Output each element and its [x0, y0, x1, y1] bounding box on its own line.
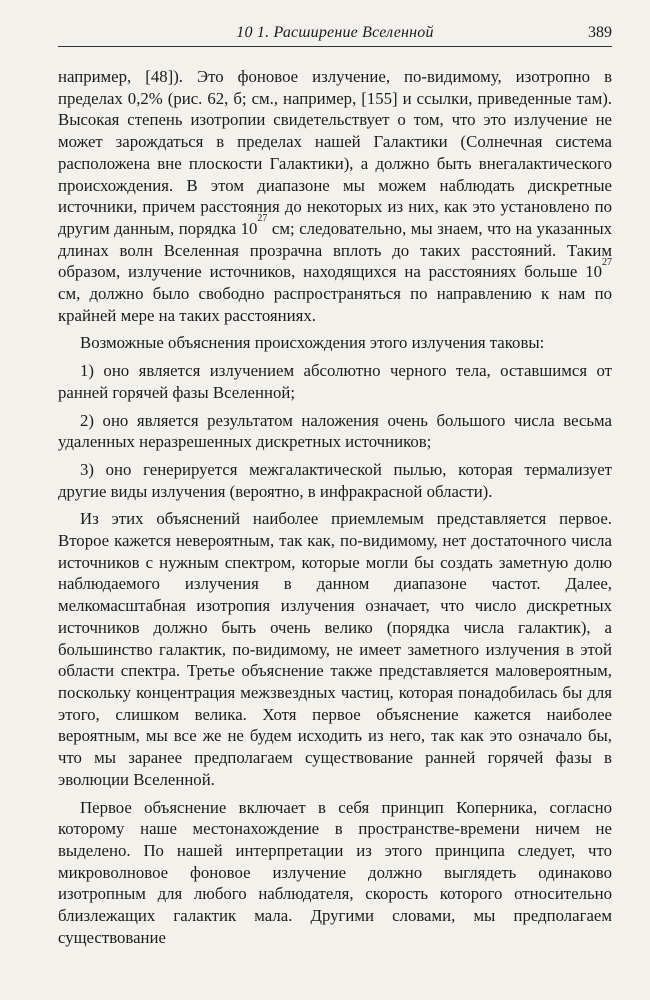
paragraph-1 — [58, 66, 612, 326]
page-number: 389 — [588, 24, 612, 41]
paragraph-1-part-1: например, [48]). Это фоновое излучение, по-видимому, изотропно в пределах 0,2% (рис. 62, б; см., например, [155] и ссылки, приведенные там). Высокая степень изотропии свидетельствует о том, что это излучение не может зарождаться в пределах нашей Галактики (Солнечная система расположена вне плоскости Галактики), а должно быть внегалактического происхождения. В этом диапазоне мы можем наблюдать дискретные источники, причем расстояния до некоторых из них, как это установлено по другим данным, порядка 10 — [58, 67, 612, 238]
exponent-2: 27 — [602, 256, 612, 268]
paragraph-1-part-3: см, должно было свободно распространяться по направлению к нам по крайней мере на таких расстояниях. — [58, 284, 612, 325]
exponent-1: 27 — [257, 213, 268, 225]
paragraph-4: Первое объяснение включает в себя принцип Коперника, согласно которому наше местонахождение в пространстве-времени ничем не выделено. По нашей интерпретации из этого принципа следует, что микроволновое фоновое излучение должно выглядеть одинаково изотропным для любого наблюдателя, скорость которого относительно близлежащих галактик мала. Другими словами, мы предполагаем существование — [58, 797, 612, 947]
paragraph-2: Возможные объяснения происхождения этого излучения таковы: — [80, 333, 545, 353]
chapter-title: 10 1. Расширение Вселенной — [236, 24, 434, 41]
list-item-3: 3) оно генерируется межгалактической пылью, которая термализует другие виды излучения (вероятно, в инфракрасной области). — [58, 459, 612, 501]
paragraph-1-part-2: см; следовательно, мы знаем, что на указанных длинах волн Вселенная прозрачна вплоть до таких расстояний. Таким образом, излучение источников, находящихся на расстояниях больше 10 — [58, 218, 612, 282]
list-item-1: 1) оно является излучением абсолютно черного тела, оставшимся от ранней горячей фазы Вселенной; — [58, 361, 612, 402]
body-text — [58, 66, 612, 948]
list-item-2: 2) оно является результатом наложения очень большого числа весьма удаленных неразрешенных дискретных источников; — [58, 410, 612, 452]
running-header — [58, 22, 612, 47]
paragraph-3: Из этих объяснений наиболее приемлемым представляется первое. Второе кажется невероятным, так как, по-видимому, нет достаточного числа источников с нужным спектром, которые могли бы создать заметную долю наблюдаемого излучения в данном диапазоне частот. Далее, мелкомасштабная изотропия излучения означает, что число дискретных источников должно быть очень велико (порядка числа галактик), а большинство галактик, по-видимому, не имеет заметного излучения в этой области спектра. Третье объяснение также представляется маловероятным, поскольку концентрация межзвездных частиц, которая понадобилась бы для этого, слишком велика. Хотя первое объяснение кажется наиболее вероятным, мы все же не будем исходить из него, так как это означало бы, что мы заранее предполагаем существование ранней горячей фазы в эволюции Вселенной. — [58, 509, 612, 789]
